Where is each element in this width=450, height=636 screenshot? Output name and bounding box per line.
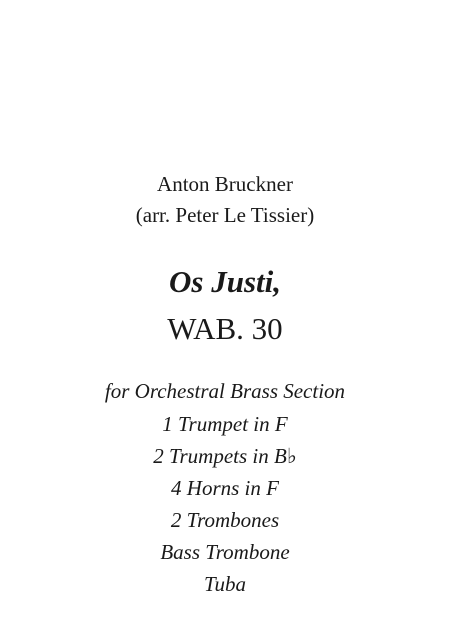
composer-name: Anton Bruckner xyxy=(157,172,293,196)
work-title: Os Justi, xyxy=(169,264,281,299)
instrument-tuba: Tuba xyxy=(203,572,247,596)
instrument-bass-trombone: Bass Trombone xyxy=(160,540,290,564)
instrument-trumpets-bflat: 2 Trumpets in B♭ xyxy=(153,444,297,468)
instrument-trumpet-f: 1 Trumpet in F xyxy=(162,412,288,436)
arranger-credit: (arr. Peter Le Tissier) xyxy=(135,203,315,227)
catalog-number: WAB. 30 xyxy=(167,311,283,346)
instrument-horns-f: 4 Horns in F xyxy=(171,476,279,500)
instrument-trombones: 2 Trombones xyxy=(170,508,280,532)
scoring-heading: for Orchestral Brass Section xyxy=(104,379,346,403)
